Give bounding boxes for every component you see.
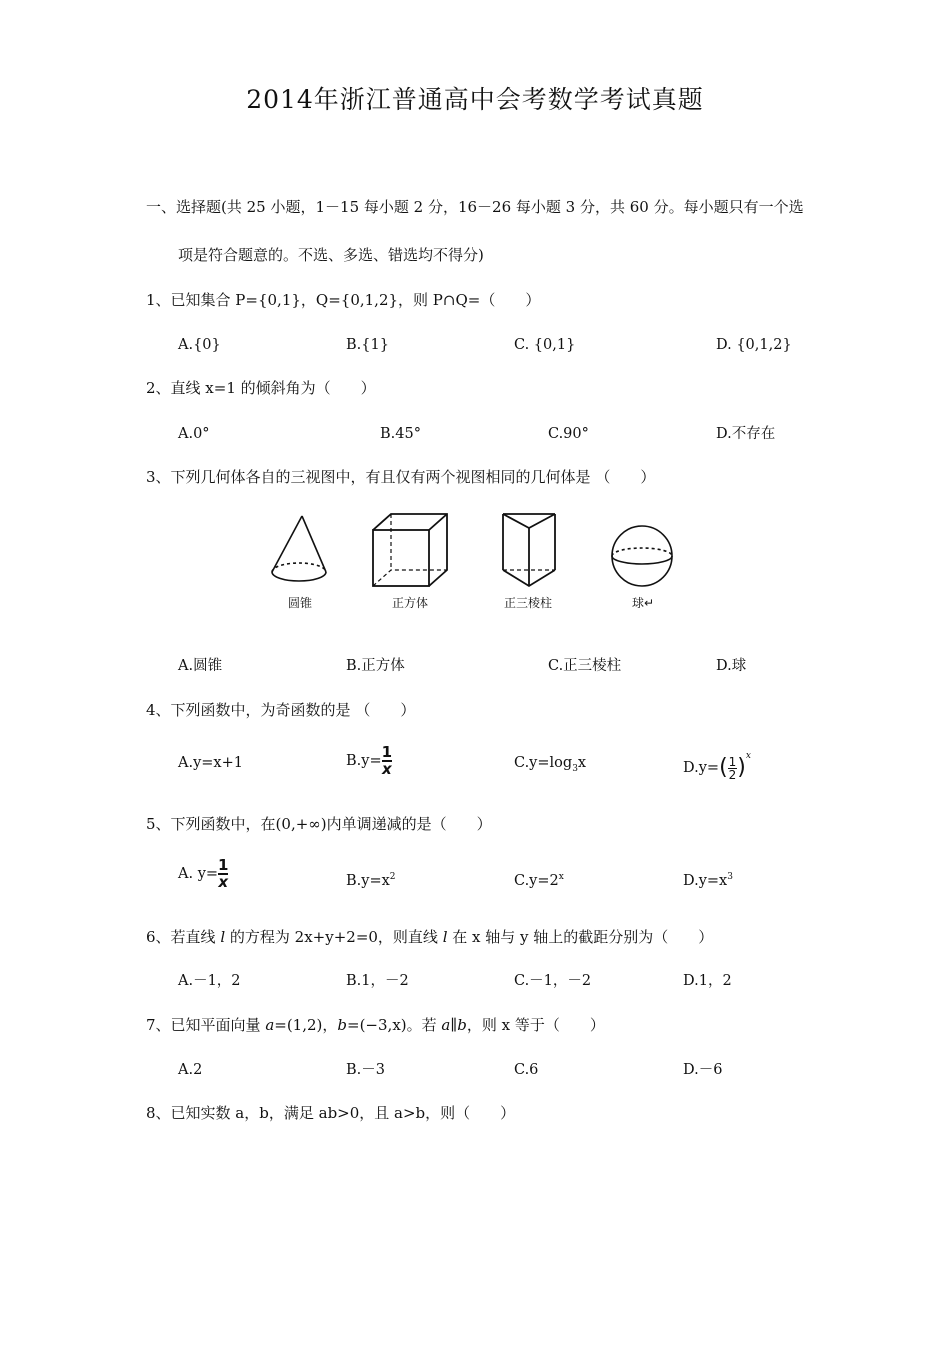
question-3-option-a: A.圆锥 xyxy=(178,658,223,674)
question-2-option-a: A.0° xyxy=(178,426,210,442)
section-instructions-line1: 一、选择题(共 25 小题，1－15 每小题 2 分，16－26 每小题 3 分，共 60 分。每小题只有一个选 xyxy=(146,198,804,216)
question-8-stem: 8、已知实数 a，b，满足 ab>0，且 a>b，则（ ） xyxy=(146,1104,516,1122)
question-6-option-c: C.－1，－2 xyxy=(514,973,592,989)
question-2-option-c: C.90° xyxy=(548,426,589,442)
question-1-option-b: B.{1} xyxy=(346,337,389,353)
cone-shape xyxy=(272,516,326,581)
question-7-option-b: B.－3 xyxy=(346,1062,385,1078)
triangular-prism-shape xyxy=(503,514,555,586)
question-7-option-a: A.2 xyxy=(178,1062,203,1078)
fraction-one-half: $\frac{1}{2}$ xyxy=(728,754,737,782)
question-5-option-d: $D.y=x^3$ xyxy=(683,872,733,889)
question-6-stem: 6、若直线 l 的方程为 2x+y+2=0，则直线 l 在 x 轴与 y 轴上的截距分别为（ ） xyxy=(146,928,714,946)
fraction-one-over-x: $\frac{1}{x}$ xyxy=(218,856,229,891)
question-5-option-c: $C.y=2^x$ xyxy=(514,872,564,889)
question-1-stem: 1、已知集合 P={0,1}，Q={0,1,2}，则 P∩Q=（ ） xyxy=(146,291,541,309)
fraction-one-over-x: $\frac{1}{x}$ xyxy=(381,743,393,778)
question-7-option-d: D.－6 xyxy=(683,1062,723,1078)
question-5-option-b: $B.y=x^2$ xyxy=(346,872,396,889)
page-title: 2014年浙江普通高中会考数学考试真题 xyxy=(246,85,704,114)
question-2-option-b: B.45° xyxy=(380,426,421,442)
question-7-stem: 7、已知平面向量 a=(1,2)，b=(−3,x)。若 a∥b，则 x 等于（ ） xyxy=(146,1016,605,1034)
question-3-option-d: D.球 xyxy=(716,658,747,674)
cone-label: 圆锥 xyxy=(288,596,313,610)
cube-label: 正方体 xyxy=(392,596,429,610)
solids-illustration xyxy=(263,508,683,620)
option-b-prefix: B.y= xyxy=(346,753,382,769)
question-1-option-a: A.{0} xyxy=(178,337,221,353)
question-4-option-c: $C.y=\log_3x$ xyxy=(514,755,587,774)
section-instructions-line2: 项是符合题意的。不选、多选、错选均不得分) xyxy=(178,246,484,264)
sphere-label: 球↵ xyxy=(632,596,655,610)
question-7-option-c: C.6 xyxy=(514,1062,539,1078)
sphere-shape xyxy=(612,526,672,586)
question-4-option-b xyxy=(346,745,392,777)
question-1-option-d: D. {0,1,2} xyxy=(716,337,792,353)
question-4-option-a: A.y=x+1 xyxy=(178,755,243,771)
question-4-stem: 4、下列函数中，为奇函数的是 （ ） xyxy=(146,701,416,719)
question-6-option-a: A.－1，2 xyxy=(178,973,241,989)
question-2-option-d: D.不存在 xyxy=(716,426,776,442)
prism-label: 正三棱柱 xyxy=(504,596,553,610)
question-4-option-d: D.y=( $\frac{1}{2}$ )$^x$ xyxy=(683,751,751,782)
cube-shape xyxy=(373,514,447,586)
question-2-stem: 2、直线 x=1 的倾斜角为（ ） xyxy=(146,379,376,397)
question-3-option-c: C.正三棱柱 xyxy=(548,658,622,674)
question-5-stem: 5、下列函数中，在(0,+∞)内单调递减的是（ ） xyxy=(146,815,492,833)
question-3-stem: 3、下列几何体各自的三视图中，有且仅有两个视图相同的几何体是 （ ） xyxy=(146,468,656,486)
question-3-option-b: B.正方体 xyxy=(346,658,405,674)
question-1-option-c: C. {0,1} xyxy=(514,337,576,353)
question-6-option-d: D.1，2 xyxy=(683,973,732,989)
geometry-figure xyxy=(263,508,683,620)
question-6-option-b: B.1，－2 xyxy=(346,973,409,989)
question-5-option-a: A. y= $\frac{1}{x}$ xyxy=(178,856,229,891)
